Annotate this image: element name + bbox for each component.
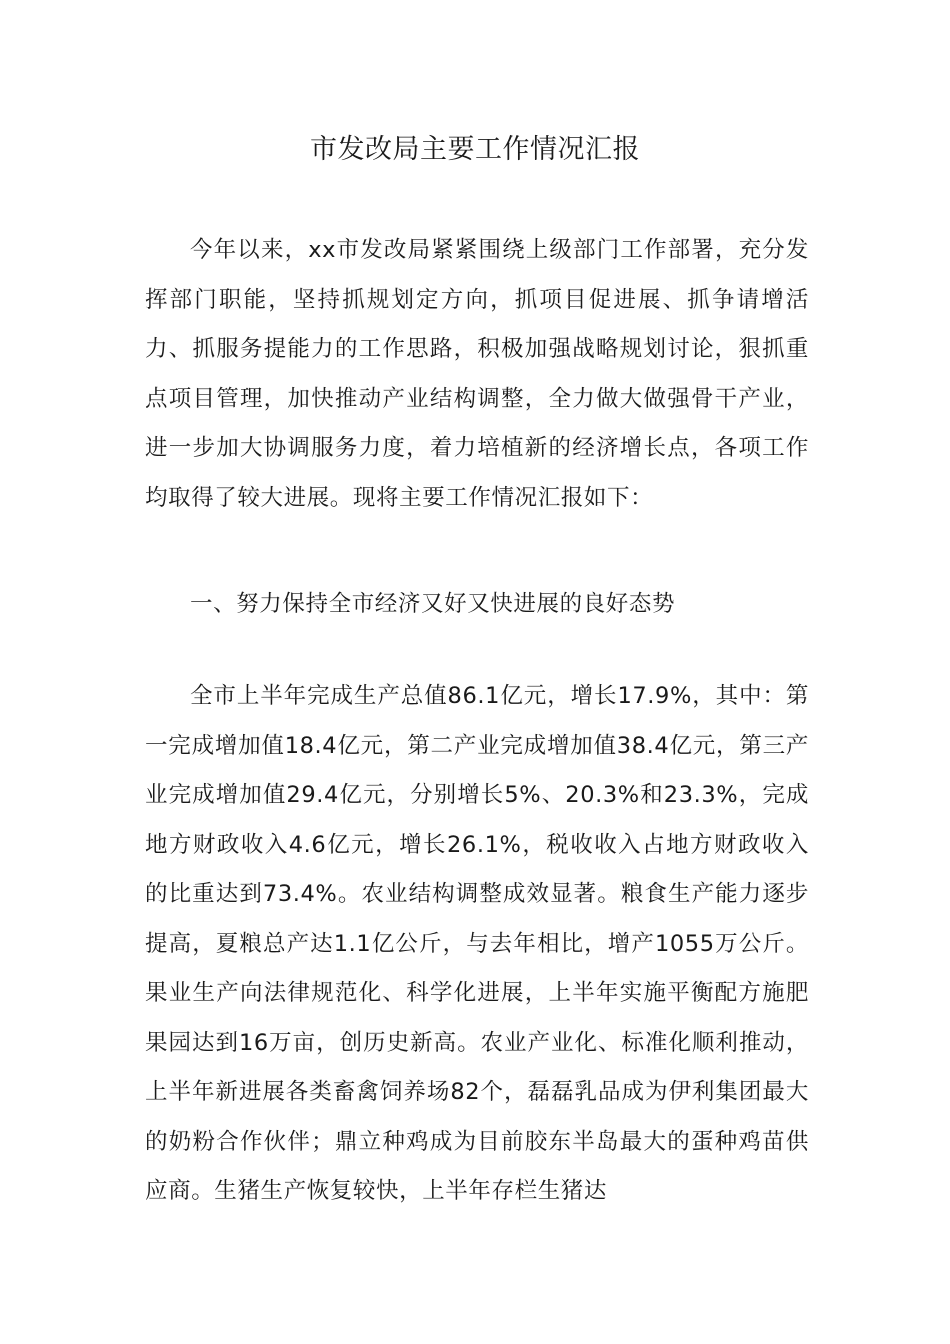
intro-paragraph: 今年以来，xx市发改局紧紧围绕上级部门工作部署，充分发挥部门职能，坚持抓规划定方向，抓项目促进展、抓争请增活力、抓服务提能力的工作思路，积极加强战略规划讨论，狠抓重点项目管理，加快推动产业结构调整，全力做大做强骨干产业，进一步加大协调服务力度，着力培植新的经济增长点，各项工作均取得了较大进展。现将主要工作情况汇报如下： <box>145 237 809 511</box>
section-heading: 一、努力保持全市经济又好又快进展的良好态势 <box>190 591 676 617</box>
section-body-paragraph: 全市上半年完成生产总值86.1亿元，增长17.9%，其中：第一完成增加值18.4亿元，第二产业完成增加值38.4亿元，第三产业完成增加值29.4亿元，分别增长5%、20.3%和23.3%，完成地方财政收入4.6亿元，增长26.1%，税收收入占地方财政收入的比重达到73.4%。农业结构调整成效显著。粮食生产能力逐步提高，夏粮总产达1.1亿公斤，与去年相比，增产1055万公斤。果业生产向法律规范化、科学化进展，上半年实施平衡配方施肥果园达到16万亩，创历史新高。农业产业化、标准化顺利推动，上半年新进展各类畜禽饲养场82个，磊磊乳品成为伊利集团最大的奶粉合作伙伴；鼎立种鸡成为目前胶东半岛最大的蛋种鸡苗供应商。生猪生产恢复较快，上半年存栏生猪达 <box>145 683 809 1204</box>
document-title: 市发改局主要工作情况汇报 <box>310 134 640 165</box>
